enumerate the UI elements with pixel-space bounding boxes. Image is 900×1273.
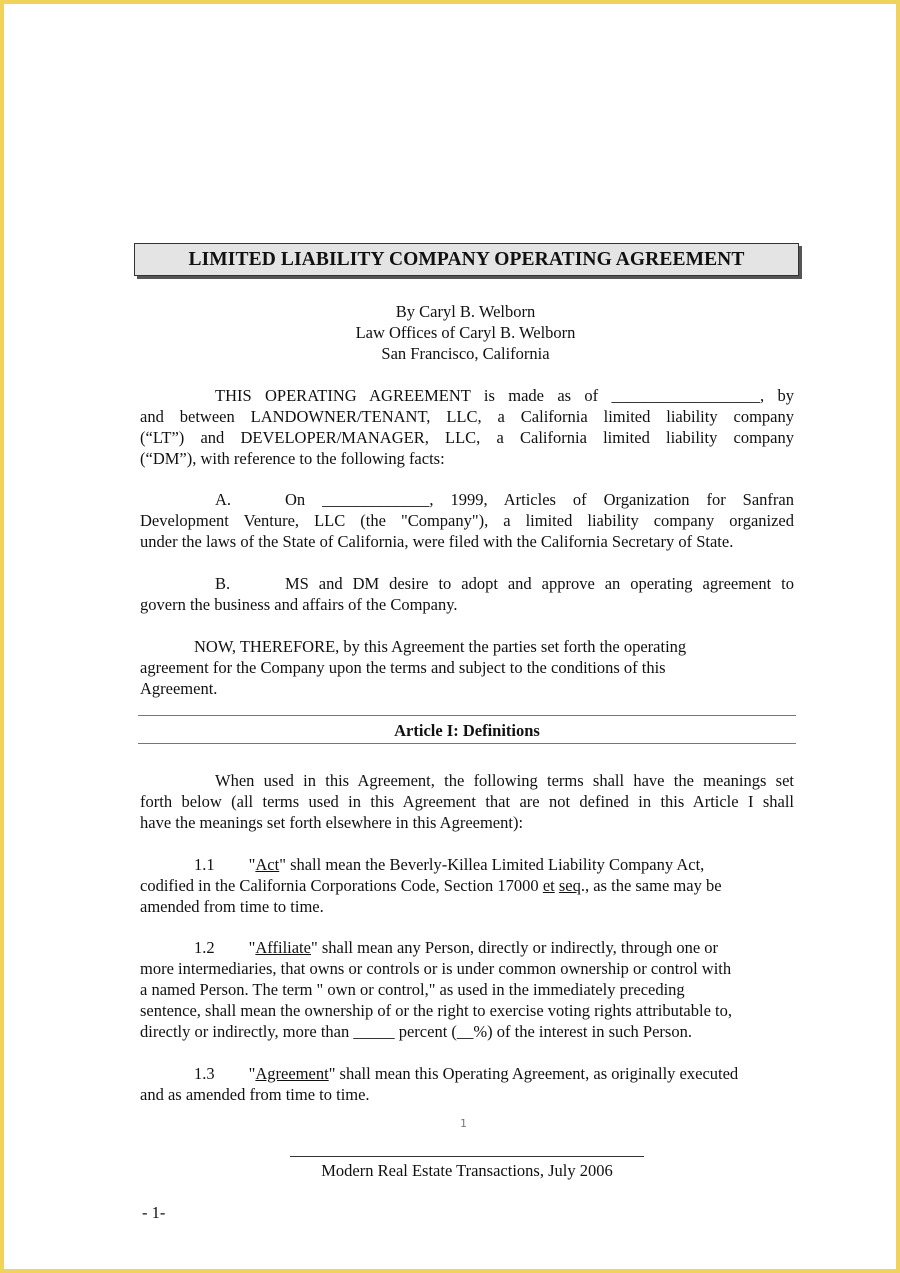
intro-line-1: THIS OPERATING AGREEMENT is made as of __________________, by: [215, 386, 794, 405]
def-1-3-open-quote: ": [248, 1064, 256, 1083]
intro-line-3: (“LT”) and DEVELOPER/MANAGER, LLC, a California limited liability company: [140, 428, 794, 447]
firm-line: Law Offices of Caryl B. Welborn: [355, 323, 576, 342]
def-1-1-line-1-rest: " shall mean the Beverly-Killea Limited Liability Company Act,: [279, 855, 705, 874]
def-1-3-line-2: and as amended from time to time.: [140, 1085, 370, 1104]
footer-text: Modern Real Estate Transactions, July 2006: [321, 1161, 613, 1180]
article-intro-paragraph: [140, 770, 794, 833]
fact-a-label: A.: [215, 490, 232, 509]
definition-1-2: [140, 937, 794, 1042]
def-1-3-number: 1.3: [194, 1064, 215, 1083]
def-1-1-line-2-b: ., as the same may be: [580, 876, 722, 895]
fact-b-line-1: MS and DM desire to adopt and approve an operating agreement to: [285, 574, 794, 593]
def-1-2-open-quote: ": [248, 938, 256, 957]
document-page: [4, 4, 896, 1269]
def-1-1-line-1: [140, 854, 794, 875]
def-1-2-line-2: more intermediaries, that owns or controls or is under common ownership or control with: [140, 959, 732, 978]
def-1-1-open-quote: ": [248, 855, 256, 874]
def-1-1-et: et: [542, 876, 555, 895]
def-1-2-number: 1.2: [194, 938, 215, 957]
fact-a-paragraph: [140, 489, 794, 552]
fact-b-line-2: govern the business and affairs of the Company.: [140, 595, 458, 614]
author-line: By Caryl B. Welborn: [395, 302, 536, 321]
def-1-1-term: Act: [255, 855, 280, 874]
fact-b-paragraph: [140, 573, 794, 615]
def-1-3-line-1-rest: " shall mean this Operating Agreement, as originally executed: [328, 1064, 739, 1083]
document-title: LIMITED LIABILITY COMPANY OPERATING AGREEMENT: [134, 243, 799, 276]
footer-rule: [290, 1156, 644, 1157]
def-1-1-line-2-a: codified in the California Corporations Code, Section 17000: [140, 876, 543, 895]
intro-line-4: (“DM”), with reference to the following facts:: [140, 449, 445, 468]
article-intro-line-1: When used in this Agreement, the following terms shall have the meanings set: [215, 771, 794, 790]
footnote-number: 1: [460, 1117, 467, 1130]
def-1-1-line-2: [140, 875, 794, 896]
intro-line-2: and between LANDOWNER/TENANT, LLC, a California limited liability company: [140, 407, 794, 426]
fact-a-line-3: under the laws of the State of California, were filed with the California Secretary of State.: [140, 532, 734, 551]
now-therefore-line-3: Agreement.: [140, 679, 218, 698]
article-intro-line-3: have the meanings set forth elsewhere in this Agreement):: [140, 813, 524, 832]
def-1-1-number: 1.1: [194, 855, 215, 874]
def-1-2-term: Affiliate: [255, 938, 311, 957]
def-1-3-line-1: [140, 1063, 794, 1084]
now-therefore-line-2: agreement for the Company upon the terms and subject to the conditions of this: [140, 658, 666, 677]
fact-a-first-line: [140, 489, 794, 510]
definition-1-3: [140, 1063, 794, 1105]
article-bottom-rule: [138, 743, 796, 744]
fact-b-first-line: [140, 573, 794, 594]
fact-a-line-2: Development Venture, LLC (the "Company"), a limited liability company organized: [140, 511, 794, 530]
byline: [134, 301, 797, 364]
page-number: - 1-: [142, 1203, 166, 1222]
article-top-rule: [138, 715, 796, 716]
definition-1-1: [140, 854, 794, 917]
fact-b-label: B.: [215, 574, 231, 593]
fact-a-line-1: On _____________, 1999, Articles of Organization for Sanfran: [285, 490, 794, 509]
now-therefore-line-1: NOW, THEREFORE, by this Agreement the parties set forth the operating: [194, 637, 687, 656]
def-1-2-line-1-rest: " shall mean any Person, directly or indirectly, through one or: [310, 938, 719, 957]
def-1-2-line-4: sentence, shall mean the ownership of or the right to exercise voting rights attributable to,: [140, 1001, 733, 1020]
article-intro-line-2: forth below (all terms used in this Agreement that are not defined in this Article I shall: [140, 792, 794, 811]
intro-paragraph: [140, 385, 794, 469]
now-therefore-paragraph: [140, 636, 794, 699]
def-1-1-seq: seq: [558, 876, 581, 895]
def-1-2-line-5: directly or indirectly, more than _____ percent (__%) of the interest in such Person.: [140, 1022, 692, 1041]
def-1-2-line-3: a named Person. The term " own or control," as used in the immediately preceding: [140, 980, 685, 999]
def-1-3-term: Agreement: [255, 1064, 329, 1083]
def-1-2-line-1: [140, 937, 794, 958]
location-line: San Francisco, California: [381, 344, 550, 363]
def-1-1-line-3: amended from time to time.: [140, 897, 324, 916]
article-title: Article I: Definitions: [394, 721, 540, 740]
